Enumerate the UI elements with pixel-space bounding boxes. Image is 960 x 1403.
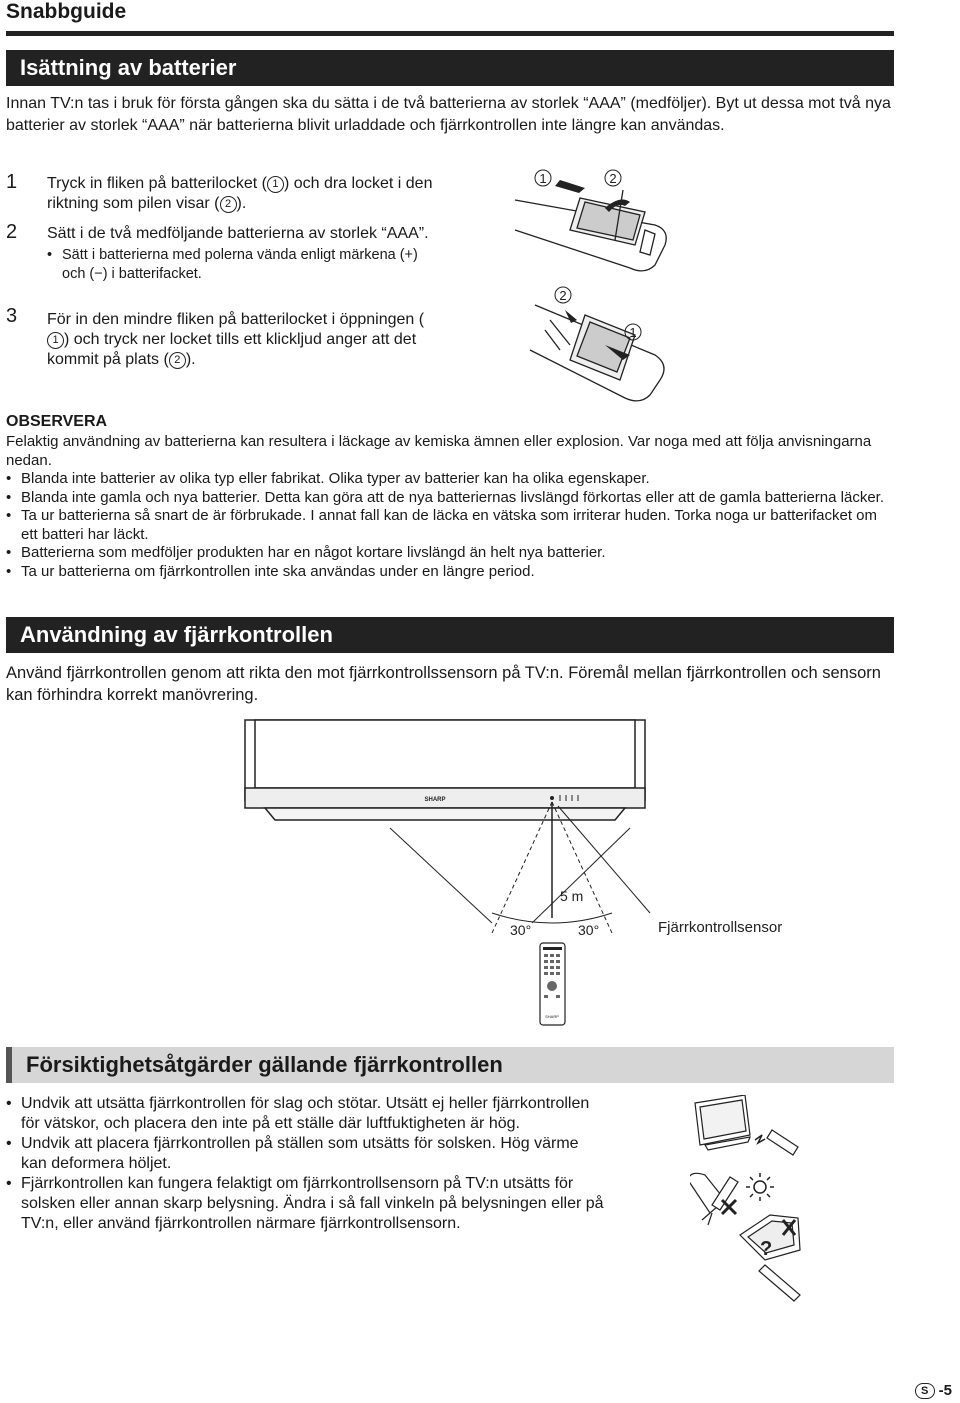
page-number: S -5 (915, 1382, 952, 1399)
circle-2-icon: 2 (220, 196, 237, 213)
precaution-bullet: • Undvik att placera fjärrkontrollen på ställen som utsätts för solsken. Hög värme kan deformera höljet. (6, 1134, 606, 1174)
circle-1-icon: 1 (47, 332, 64, 349)
circle-2-icon: 2 (169, 352, 186, 369)
tv-brand: SHARP (424, 797, 446, 803)
observera-bullet: • Blanda inte batterier av olika typ eller fabrikat. Olika typer av batterier kan ha olika egenskaper. (6, 470, 896, 489)
section-heading-usage: Användning av fjärrkontrollen (6, 617, 894, 653)
batteries-intro: Innan TV:n tas i bruk för första gången ska du sätta i de två batterierna av storlek “AAA” (medföljer). Byt ut dessa mot två nya batterier av storlek “AAA” när batterierna blivit urladdade och fjärrkontrollen inte längre kan användas. (6, 95, 891, 134)
step-number: 2 (6, 221, 18, 243)
precautions-illustration (690, 1095, 840, 1325)
step-3-text: För in den mindre fliken på batterilocket i öppningen (1 ) och tryck ner locket tills ett klickljud anger att det kommit på plats ( 2 ). (47, 311, 425, 368)
page-header-title: Snabbguide (6, 0, 127, 23)
step-1-text: Tryck in fliken på batterilocket ( 1 ) och dra locket i den riktning som pilen visar ( 2 ). (47, 175, 433, 212)
fig-label-bottom-2: 2 (559, 288, 567, 303)
observera-bullet: • Ta ur batterierna så snart de är förbrukade. I annat fall kan de läcka en vätska som irriterar huden. Torka noga ur batterifacket om ett batteri har läckt. (6, 507, 896, 544)
precaution-bullet: • Undvik att utsätta fjärrkontrollen för slag och stötar. Utsätt ej heller fjärrkontrollen för vätskor, och placera den inte på ett ställe där luftfuktigheten är hög. (6, 1094, 606, 1134)
fig-label-bottom-1: 1 (629, 325, 637, 340)
step-number: 3 (6, 305, 18, 327)
fig-label-top-2: 2 (609, 171, 617, 186)
observera-title: OBSERVERA (6, 413, 108, 430)
svg-text:SHARP: SHARP (545, 1014, 559, 1019)
question-mark: ? (760, 1238, 773, 1260)
battery-cover-illustration (505, 160, 685, 410)
sensor-label: Fjärrkontrollsensor (658, 919, 783, 936)
angle-right-label: 30° (578, 922, 600, 938)
observera-bullet: • Blanda inte gamla och nya batterier. Detta kan göra att de nya batteriernas livslängd förkortas eller att de gamla batterierna läcker. (6, 489, 896, 508)
step-2-sub-bullet: • Sätt i batterierna med polerna vända enligt märkena (+) och (−) i batterifacket. (47, 246, 435, 284)
step-number: 1 (6, 171, 18, 193)
language-badge: S (915, 1383, 935, 1399)
observera-bullet: • Batterierna som medföljer produkten har en något kortare livslängd än helt nya batterier. (6, 544, 896, 563)
circle-1-icon: 1 (267, 176, 284, 193)
observera-block (6, 433, 896, 581)
remote-control-icon (540, 943, 565, 1025)
fig-label-top-1: 1 (539, 171, 547, 186)
precautions-list (6, 1094, 606, 1234)
precaution-bullet: • Fjärrkontrollen kan fungera felaktigt om fjärrkontrollsensorn på TV:n utsätts för solsken eller annan skarp belysning. Ändra i så fall vinkeln på belysningen eller på TV:n, eller använd fjärrkontrollen närmare fjärrkontrollsensorn. (6, 1174, 606, 1234)
distance-label: 5 m (560, 888, 584, 904)
section-heading-precautions: Försiktighetsåtgärder gällande fjärrkontrollen (6, 1047, 894, 1083)
tv-remote-diagram (230, 718, 830, 1028)
section-heading-batteries: Isättning av batterier (6, 50, 894, 86)
angle-left-label: 30° (510, 922, 532, 938)
step-2-text: Sätt i de två medföljande batterierna av storlek “AAA”. • Sätt i batterierna med polerna vända enligt märkena (+) och (−) i batterifacket. (47, 224, 435, 284)
observera-text: Felaktig användning av batterierna kan resultera i läckage av kemiska ämnen eller explosion. Var noga med att följa anvisningarna nedan. (6, 433, 872, 469)
battery-steps (0, 172, 450, 372)
header-rule (6, 31, 894, 36)
observera-bullet: • Ta ur batterierna om fjärrkontrollen inte ska användas under en längre period. (6, 563, 896, 582)
usage-text: Använd fjärrkontrollen genom att rikta den mot fjärrkontrollssensorn på TV:n. Föremål mellan fjärrkontrollen och sensorn kan förhindra korrekt manövrering. (6, 664, 881, 704)
